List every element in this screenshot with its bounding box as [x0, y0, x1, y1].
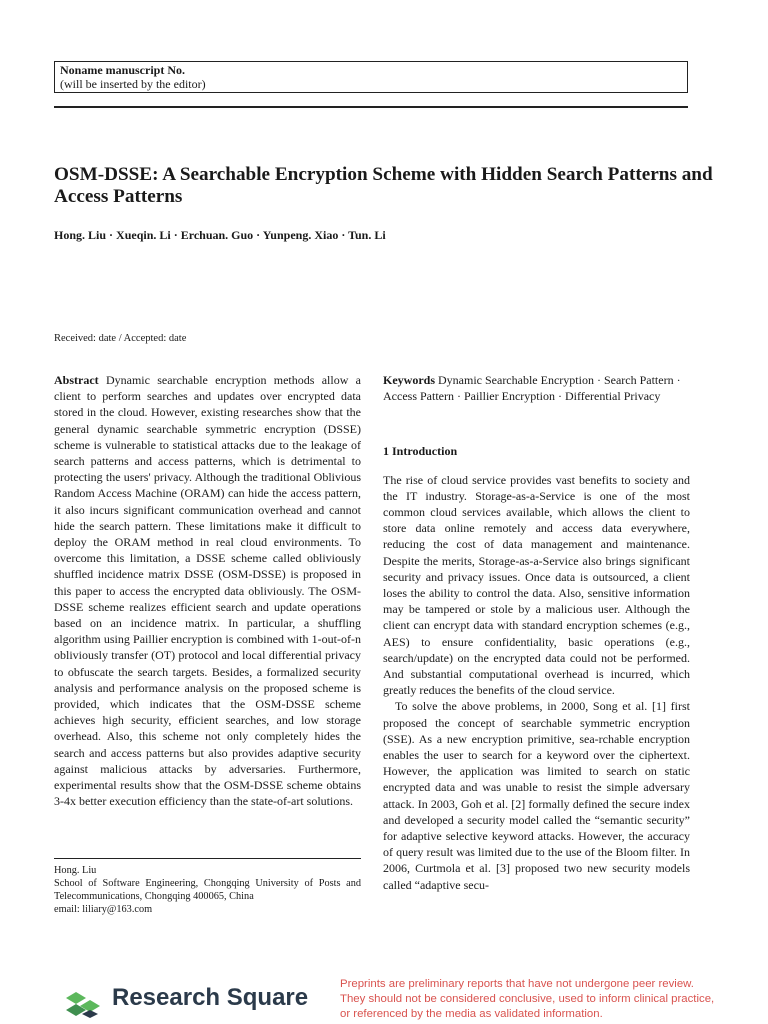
paper-title: OSM-DSSE: A Searchable Encryption Scheme with Hidden Search Patterns and Access Patterns: [54, 164, 713, 207]
disclaimer-line-1: Preprints are preliminary reports that have not undergone peer review.: [340, 978, 694, 990]
author-list: Hong. Liu · Xueqin. Li · Erchuan. Guo · Yunpeng. Xiao · Tun. Li: [54, 228, 386, 242]
manuscript-box: [54, 61, 688, 93]
author-footnote: [54, 864, 361, 916]
manuscript-number: Noname manuscript No.: [60, 63, 185, 77]
disclaimer-line-3: or referenced by the media as validated information.: [340, 1008, 603, 1020]
brand-research: Research: [112, 984, 221, 1011]
section-heading-introduction: 1 Introduction: [383, 444, 458, 459]
footnote-rule: [54, 858, 361, 859]
footnote-author-name: Hong. Liu: [54, 865, 97, 876]
disclaimer-line-2: They should not be considered conclusive, used to inform clinical practice,: [340, 993, 715, 1005]
abstract-column: [54, 372, 361, 809]
editor-note: (will be inserted by the editor): [60, 77, 206, 91]
abstract-label: Abstract: [54, 373, 99, 387]
abstract: [54, 372, 361, 809]
preprint-disclaimer: [340, 977, 760, 1022]
right-column: [383, 372, 690, 893]
brand-square: Square: [226, 984, 309, 1011]
header-rule: [54, 106, 688, 108]
abstract-text: Dynamic searchable encryption methods allow a client to perform searches and updates over encrypted data stored in the cloud. However, existing researches show that the general dynamic searchable symmetric encryption (DSSE) scheme is vulnerable to statistical attacks due to the leakage of search patterns and access patterns, which is detrimental to protecting the users' privacy. Although the traditional Oblivious Random Access Machine (ORAM) can hide the access pattern, it also incurs significant communication overhead and cannot hide the search pattern. These limitations make it difficult to deploy the ORAM method in real cloud environments. To overcome this limitation, a DSSE scheme called obliviously shuffled incidence matrix DSSE (OSM-DSSE) is proposed in this paper to access the encrypted data obliviously. The OSM-DSSE scheme realizes efficient search and update operations based on an incidence matrix. In particular, a shuffling algorithm using Paillier encryption is combined with 1-out-of-n obliviously transfer (OT) protocol and local differential privacy to obfuscate the search targets. Besides, a formalized security analysis and performance analysis on the proposed scheme is provided, which indicates that the OSM-DSSE scheme achieves high security, efficient searches, and low storage overhead. Also, this scheme not only completely hides the search and access patterns but also provides adaptive security against malicious attacks by adversaries. Furthermore, experimental results show that the OSM-DSSE scheme obtains 3-4x better execution efficiency than the state-of-art solutions.: [54, 373, 361, 809]
keywords-text: Dynamic Searchable Encryption · Search Pattern · Access Pattern · Paillier Encryption · Differential Privacy: [383, 373, 681, 404]
research-square-brand: [112, 984, 308, 1012]
received-date: Received: date / Accepted: date: [54, 333, 187, 344]
footnote-email: email: liliary@163.com: [54, 904, 153, 915]
intro-paragraph-2: To solve the above problems, in 2000, Song et al. [1] first proposed the concept of searchable symmetric encryption (SSE). As a new encryption primitive, sea-rchable encryption enables the user to search for a keyword over the ciphertext. However, the application was limited to search on static encrypted data and was unable to resist the simple adversary attack. In 2003, Goh et al. [2] formally defined the secure index and developed a security model called the “semantic security” for adaptive selective keyword attacks. However, the accuracy of query result was limited due to the use of the Bloom filter. In 2006, Curtmola et al. [3] proposed two new security models called “adaptive secu-: [383, 699, 690, 892]
research-square-logo-icon: [64, 990, 104, 1020]
keywords-label: Keywords: [383, 373, 435, 387]
footnote-affiliation: School of Software Engineering, Chongqing University of Posts and Telecommunications, Chongqing 400065, China: [54, 878, 361, 902]
keywords: [383, 372, 690, 404]
intro-paragraph-1: The rise of cloud service provides vast benefits to society and the IT industry. Storage-as-a-Service is one of the most common cloud services available, which allows the client to store data online remotely and access data everywhere, reducing the cost of data management and maintenance. Despite the merits, Storage-as-a-Service also brings significant security and privacy issues. Once data is outsourced, a client loses the ability to control the data. Also, sensitive information may be tampered or stole by a malicious user. Although the client can encrypt data with standard encryption schemes (e.g., AES) to ensure confidentiality, basic operations (e.g., search/update) on the encrypted data could not be performed. And substantial computational overhead is incurred, which greatly reduces the benefits of the cloud service.: [383, 472, 690, 698]
